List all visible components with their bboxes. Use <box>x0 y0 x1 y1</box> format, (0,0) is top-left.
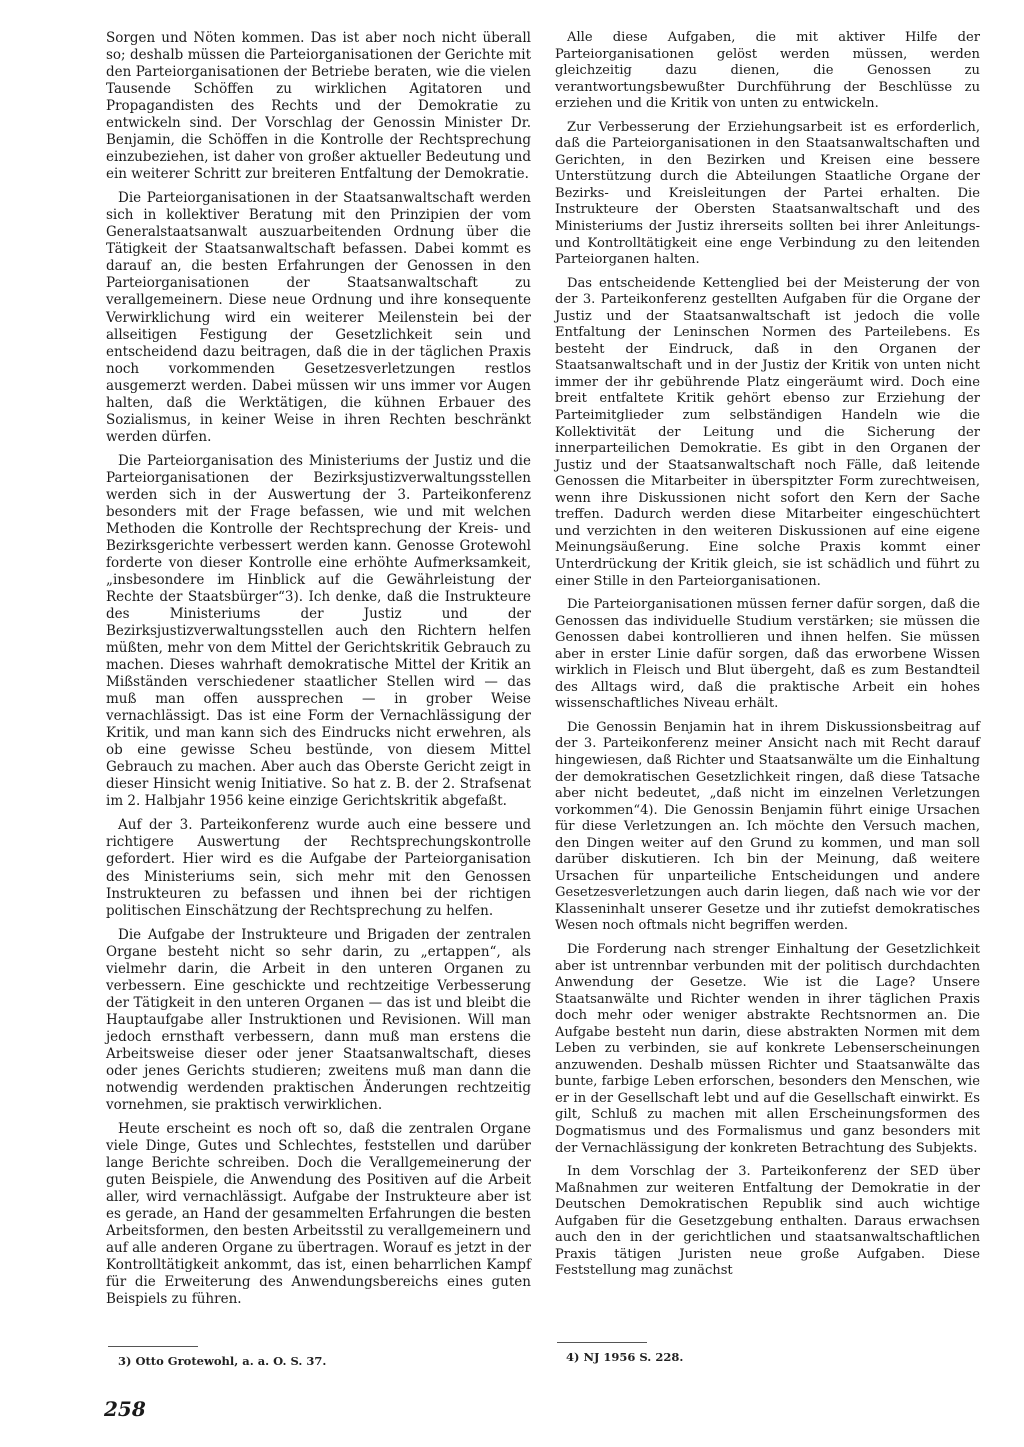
footnote-left: 3) Otto Grotewohl, a. a. O. S. 37. <box>118 1354 327 1368</box>
paragraph: Auf der 3. Parteikonferenz wurde auch eine bessere und richtigere Auswertung der Rechtsprechungskontrolle gefordert. Hier wird es die Aufgabe der Parteiorganisation des Ministeriums sein, sich mehr mit den Genossen Instrukteuren zu befassen und ihnen bei der richtigen politischen Einschätzung der Rechtsprechung zu helfen. <box>106 817 531 919</box>
paragraph: Die Aufgabe der Instrukteure und Brigaden der zentralen Organe besteht nicht so sehr darin, zu „ertappen“, als vielmehr darin, die Arbeit in den unteren Organen zu verbessern. Eine geschickte und rechtzeitige Verbesserung der Tätigkeit in den unteren Organen — das ist und bleibt die Hauptaufgabe aller Instruktionen und Revisionen. Will man jedoch ernsthaft verbessern, dann muß man erstens die Arbeitsweise dieser oder jener Staatsanwaltschaft, dieses oder jenes Gerichts studieren; zweitens muß man dann die notwendig werdenden praktischen Änderungen rechtzeitig vornehmen, sie praktisch verwirklichen. <box>106 926 531 1113</box>
paragraph: Die Parteiorganisation des Ministeriums der Justiz und die Parteiorganisationen der Bezirksjustizverwaltungsstellen werden sich in der Auswertung der 3. Parteikonferenz besonders mit der Frage befassen, wie und mit welchen Methoden die Kontrolle der Rechtsprechung der Kreis- und Bezirksgerichte verbessert werden kann. Genosse Grotewohl forderte von dieser Kontrolle eine erhöhte Aufmerksamkeit, „insbesondere im Hinblick auf die Gewährleistung der Rechte der Staatsbürger“3). Ich denke, daß die Instrukteure des Ministeriums der Justiz und der Bezirksjustizverwaltungsstellen auch den Richtern helfen müßten, mehr von dem Mittel der Gerichtskritik Gebrauch zu machen. Dieses wahrhaft demokratische Mittel der Kritik an Mißständen verschiedener staatlicher Stellen wird — das muß man offen aussprechen — in grober Weise vernachlässigt. Das ist eine Form der Vernachlässigung der Kritik, und man kann sich des Eindrucks nicht erwehren, als ob eine gewisse Scheu bestünde, von diesem Mittel Gebrauch zu machen. Aber auch das Oberste Gericht zeigt in dieser Hinsicht wenig Initiative. So hat z. B. der 2. Strafsenat im 2. Halbjahr 1956 keine einzige Gerichtskritik abgefaßt. <box>106 452 531 810</box>
paragraph: Die Parteiorganisationen in der Staatsanwaltschaft werden sich in kollektiver Beratung mit den Prinzipien der vom Generalstaatsanwalt auszuarbeitenden Ordnung über die Tätigkeit der Staatsanwaltschaft befassen. Dabei kommt es darauf an, die besten Erfahrungen der Genossen in den Parteiorganisationen der Staatsanwaltschaft zu verallgemeinern. Diese neue Ordnung und ihre konsequente Verwirklichung wird ein weiterer Meilenstein bei der allseitigen Festigung der Gesetzlichkeit sein und entscheidend dazu beitragen, daß die in der täglichen Praxis noch vorkommenden Gesetzesverletzungen restlos ausgemerzt werden. Dabei müssen wir uns immer vor Augen halten, daß die Werktätigen, die kühnen Erbauer des Sozialismus, in keiner Weise in ihren Rechten beschränkt werden dürfen. <box>106 190 531 445</box>
footnote-divider <box>108 1346 198 1347</box>
footnote-right: 4) NJ 1956 S. 228. <box>566 1350 684 1364</box>
footnote-divider <box>557 1342 647 1343</box>
paragraph: Alle diese Aufgaben, die mit aktiver Hilfe der Parteiorganisationen gelöst werden müssen, werden gleichzeitig dazu dienen, die Genossen zu verantwortungsbewußter Durchführung der Beschlüsse zu erziehen und die Kritik von unten zu entwickeln. <box>555 30 980 112</box>
right-column <box>555 30 980 1287</box>
left-column <box>106 30 531 1315</box>
paragraph: Sorgen und Nöten kommen. Das ist aber noch nicht überall so; deshalb müssen die Parteiorganisationen der Gerichte mit den Parteiorganisationen der Betriebe beraten, wie die vielen Tausende Schöffen zu wirklichen Agitatoren und Propagandisten des Rechts und der Demokratie zu entwickeln sind. Der Vorschlag der Genossin Minister Dr. Benjamin, die Schöffen in die Kontrolle der Rechtsprechung einzubeziehen, ist daher von großer aktueller Bedeutung und ein weiterer Schritt zur breiteren Entfaltung der Demokratie. <box>106 30 531 183</box>
paragraph: Die Genossin Benjamin hat in ihrem Diskussionsbeitrag auf der 3. Parteikonferenz meiner Ansicht nach mit Recht darauf hingewiesen, daß Richter und Staatsanwälte um die Einhaltung der demokratischen Gesetzlichkeit ringen, daß diese Tatsache aber nicht bedeutet, „daß nicht im einzelnen Verletzungen vorkommen“4). Die Genossin Benjamin führt einige Ursachen für diese Verletzungen an. Ich möchte den Versuch machen, den Dingen weiter auf den Grund zu kommen, und man soll darüber diskutieren. Ich bin der Meinung, daß weitere Ursachen für unparteiliche Entscheidungen und andere Gesetzesverletzungen auch darin liegen, daß nach wie vor der Klasseninhalt unserer Gesetze und ihr zutiefst demokratisches Wesen noch oftmals nicht begriffen werden. <box>555 719 980 934</box>
paragraph: In dem Vorschlag der 3. Parteikonferenz der SED über Maßnahmen zur weiteren Entfaltung der Demokratie in der Deutschen Demokratischen Republik sind auch wichtige Aufgaben für die Gesetzgebung enthalten. Daraus erwachsen auch den in der gerichtlichen und staatsanwaltschaftlichen Praxis tätigen Juristen neue große Aufgaben. Diese Feststellung mag zunächst <box>555 1164 980 1279</box>
page-number: 258 <box>104 1397 146 1421</box>
paragraph: Die Parteiorganisationen müssen ferner dafür sorgen, daß die Genossen das individuelle Studium verstärken; sie müssen die Genossen dabei kontrollieren und ihnen helfen. Sie müssen aber in erster Linie dafür sorgen, daß das erworbene Wissen wirklich in Fleisch und Blut übergeht, daß es zum Bestandteil des Alltags wird, daß die praktische Arbeit ein hohes wissenschaftliches Niveau erhält. <box>555 597 980 712</box>
paragraph: Zur Verbesserung der Erziehungsarbeit ist es erforderlich, daß die Parteiorganisationen in den Staatsanwaltschaften und Gerichten, in den Bezirken und Kreisen eine bessere Unterstützung durch die Abteilungen Staatliche Organe der Bezirks- und Kreisleitungen der Partei erhalten. Die Instrukteure der Obersten Staatsanwaltschaft und des Ministeriums der Justiz ihrerseits sollten bei ihrer Anleitungs- und Kontrolltätigkeit eine enge Verbindung zu den leitenden Parteiorganen halten. <box>555 119 980 268</box>
paragraph: Heute erscheint es noch oft so, daß die zentralen Organe viele Dinge, Gutes und Schlechtes, feststellen und darüber lange Berichte schreiben. Doch die Verallgemeinerung der guten Beispiele, die Anwendung des Positiven auf die Arbeit aller, wird vernachlässigt. Aufgabe der Instrukteure aber ist es gerade, an Hand der gesammelten Erfahrungen die besten Arbeitsformen, den besten Arbeitsstil zu verallgemeinern und auf alle anderen Organe zu übertragen. Worauf es jetzt in der Kontrolltätigkeit ankommt, das ist, einen beharrlichen Kampf für die Erweiterung des Anwendungsbereichs eines guten Beispiels zu führen. <box>106 1120 531 1308</box>
paragraph: Das entscheidende Kettenglied bei der Meisterung der von der 3. Parteikonferenz gestellten Aufgaben für die Organe der Justiz und der Staatsanwaltschaft ist jedoch die volle Entfaltung der Leninschen Normen des Parteilebens. Es besteht der Eindruck, daß in den Organen der Staatsanwaltschaft und in der Justiz der Kritik von unten nicht immer der ihr gebührende Platz eingeräumt wird. Doch eine breit entfaltete Kritik gehört ebenso zur Erziehung der Parteimitglieder zum selbständigen Handeln wie die Kollektivität der Leitung und die Sicherung der innerparteilichen Demokratie. Es gibt in den Organen der Justiz und der Staatsanwaltschaft noch Fälle, daß leitende Genossen die Mitarbeiter in überspitzter Form zurechtweisen, wenn ihre Diskussionen nicht sofort den Kern der Sache treffen. Dadurch werden diese Mitarbeiter eingeschüchtert und verzichten in den weiteren Diskussionen auf eine eigene Meinungsäußerung. Eine solche Praxis kommt einer Unterdrückung der Kritik gleich, sie ist schädlich und führt zu einer Stille in den Parteiorganisationen. <box>555 275 980 589</box>
paragraph: Die Forderung nach strenger Einhaltung der Gesetzlichkeit aber ist untrennbar verbunden mit der politisch durchdachten Anwendung der Gesetze. Wie ist die Lage? Unsere Staatsanwälte und Richter wenden in ihrer täglichen Praxis doch mehr oder weniger abstrakte Rechtsnormen an. Die Aufgabe besteht nun darin, diese abstrakten Normen mit dem Leben zu verbinden, sie auf konkrete Lebenserscheinungen anzuwenden. Deshalb müssen Richter und Staatsanwälte das bunte, farbige Leben erforschen, besonders den Menschen, wie er in der Gesellschaft lebt und auf die Gesellschaft einwirkt. Es gilt, Schluß zu machen mit allen Erscheinungsformen des Dogmatismus und des Formalismus und ganz besonders mit der Vernachlässigung der konkreten Betrachtung des Subjekts. <box>555 941 980 1156</box>
